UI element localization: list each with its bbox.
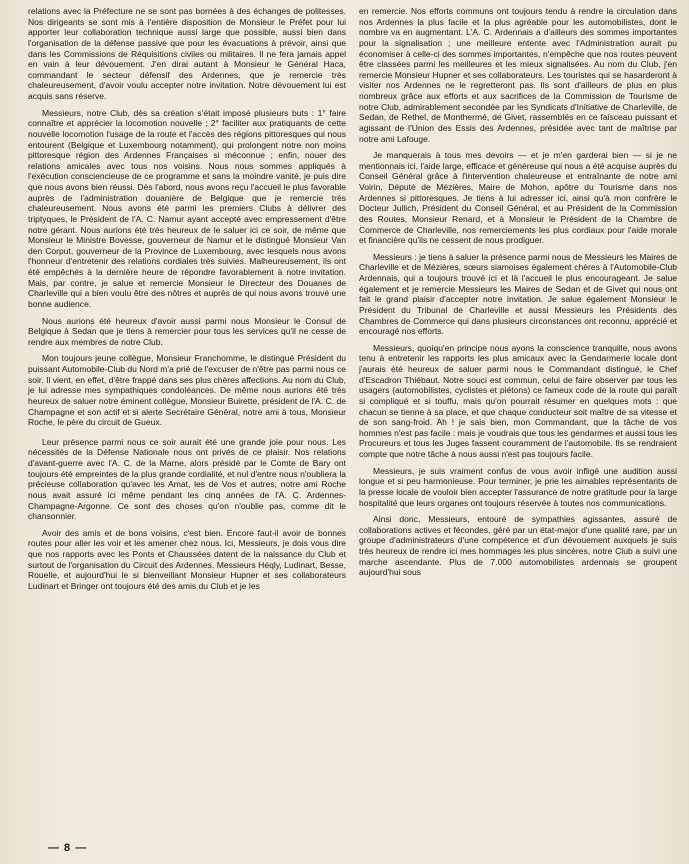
text-columns (28, 6, 677, 592)
paragraph: Nous aurions été heureux d'avoir aussi parmi nous Monsieur le Consul de Belgique à Sedan que je tiens à remercier pour tous les services qu'il ne cesse de rendre aux membres de notre Club. (28, 315, 346, 347)
paragraph: relations avec la Préfecture ne se sont pas bornées à des échanges de politesses. Nos dirigeants se sont mis à l'entière disposition de Monsieur le Préfet pour lui apporter leur collaboration technique aussi large que possible, aussi bien dans l'organisation de la défense passive que pour les évacuations à prévoir, ainsi que dans les Commissions de Réquisitions civiles ou militaires. Il ne fera jamais appel en vain à leur dévouement. J'en dirai autant à Monsieur le Général Haca, commandant le secteur défensif des Ardennes, que je remercie très chaleureusement, d'avoir voulu accepter notre invitation. Notre dévouement lui est acquis sans réserve. (28, 6, 346, 101)
right-column (359, 6, 677, 592)
paragraph: en remercie. Nos efforts communs ont toujours tendu à rendre la circulation dans nos Ardennes la plus facile et la plus agréable pour les automobilistes, dont le nombre va en augmentant. L'A. C. Ardennais a d'ailleurs des sommes importantes pour la signalisation ; une meilleure entente avec l'Administration aurait pu économiser à celle-ci des sommes importantes, n'empêche que nos routes peuvent être classées parmi les meilleures et les mieux signalisées. Au nom du Club, j'en remercie Monsieur Hupner et ses collaborateurs. Les touristes qui se hasarderont à visiter nos Ardennes ne le regretteront pas. Ils sont d'ailleurs de plus en plus nombreux grâce aux efforts et aux sacrifices de la Commission de Tourisme de notre Club, admirablement secondée par les Syndicats d'Initiative de Charleville, de Sedan, de Rethel, de Monthermé, de Givet, rassemblés en ce faisceau puissant et agissant de l'Union des Essis des Ardennes, présidée avec tant de maîtrise par notre ami Lafouge. (359, 6, 677, 144)
page-number: — 8 — (48, 842, 88, 854)
paragraph: Ainsi donc, Messieurs, entouré de sympathies agissantes, assuré de collaborations actives et fécondes, géré par un état-major d'une qualité rare, par un groupe d'administrateurs d'une compétence et d'un dévouement auxquels je suis très heureux de rendre ici mes hommages les plus sincères, notre Club a suivi une marche ascendante. Plus de 7.000 automobilistes ardennais se groupent aujourd'hui sous (359, 514, 677, 578)
paragraph: Messieurs, je suis vraiment confus de vous avoir infligé une audition aussi longue et si peu harmonieuse. Pour terminer, je prie les aimables représentants de la presse locale de vouloir bien accepter l'assurance de notre gratitude pour la large hospitalité que leurs organes ont toujours réservée à toutes nos communications. (359, 465, 677, 508)
left-column (28, 6, 346, 592)
paragraph: Je manquerais à tous mes devoirs — et je m'en garderai bien — si je ne mentionnais ici, l'aide large, efficace et généreuse qui nous a été acquise auprès du Conseil Général grâce à l'intervention chaleureuse et entraînante de notre ami Voirin, Député de Mézières, Maire de Mohon, apôtre du Tourisme dans nos Ardennes si pittoresques. Je tiens à lui adresser ici, ainsi qu'à mon confrère le Docteur Jullich, Président du Conseil Général, et au Président de la Commission des Routes, Monsieur Renard, et à Monsieur le Président de la Chambre de Commerce de Charleville, nos remerciements les plus cordiaux pour l'aide morale et financière qu'ils ne cessent de nous prodiguer. (359, 150, 677, 246)
paragraph: Messieurs, quoiqu'en principe nous ayons la conscience tranquille, nous avons tenu à entretenir les rapports les plus amicaux avec la Gendarmerie locale dont j'aurais été heureux de saluer parmi nous le Commandant distingué, le Chef d'Escadron Thiébaut. Notre souci est commun, celui de faire observer par tous les usagers (automobilistes, cyclistes et piétons) ce fameux code de la route qui paraît si compliqué et si touffu, mais qu'on pourrait résumer en quelques mots : que chacun se tienne à sa place, et que chaque conducteur soit maître de sa vitesse et de son sang-froid. Ah ! je sais bien, mon Commandant, que la tâche de vos hommes n'est pas facile : mais je voudrais que tous les gendarmes et aussi tous les Procureurs et tous les Juges fassent couramment de l'automobile. Ils se rendraient compte que notre tâche à nous aussi n'est pas toujours facile. (359, 342, 677, 459)
paragraph: Messieurs, notre Club, dès sa création s'était imposé plusieurs buts : 1° faire connaître et apprécier la locomotion nouvelle ; 2° faciliter aux pratiquants de cette nouvelle locomotion l'usage de la route et l'accès des régions pittoresques qui nous entourent (Belgique et Luxembourg notamment), qui prolongent notre non moins pittoresque région des Ardennes Françaises si méconnue ; enfin, nouer des relations amicales avec tous nos voisins. Nous nous sommes appliqués à l'exécution consciencieuse de ce programme et sans la moindre vanité, je puis dire que nous avons bien réussi. Dès l'abord, nous avons reçu l'accueil le plus favorable auprès de l'administration douanière de Belgique que je remercie très chaleureusement. Nous avons été parmi les premiers Clubs à délivrer des triptyques, le Président de l'A. C. Namur ayant accepté avec empressement d'être notre gérant. Nous aurions été très heureux de le saluer ici ce soir, de même que Monsieur le Ministre Bovesse, gouverneur de Namur et le distingué Monsieur Van den Corput, gouverneur de la Province de Luxembourg, avec lesquels nous avons l'honneur d'entretenir des relations cordiales très suivies. Malheureusement, ils ont été empêchés à la dernière heure de répondre favorablement à notre invitation. Mais, par contre, je salue et remercie Monsieur le Directeur des Douanes de Charleville qui a bien voulu être des nôtres et auprès de qui nous avons trouvé une bonne audience. (28, 107, 346, 309)
paragraph: Leur présence parmi nous ce soir aurait été une grande joie pour nous. Les nécessités de la Défense Nationale nous ont privés de ce plaisir. Nos relations d'avant-guerre avec l'A. C. de la Marne, alors présidé par le Comte de Bary ont toujours été empreintes de la plus grande cordialité, et nul d'entre nous n'oubliera la précieuse collaboration qu'avec les Amat, les de Vos et autres, notre ami Roche nous avait assuré ici même pendant les cinq années de l'A. C. Ardennes-Champagne-Argonne. Ce sont des choses qu'on n'oublie pas, comme dit le chansonnier. (28, 436, 346, 522)
paragraph: Avoir des amis et de bons voisins, c'est bien. Encore faut-il avoir de bonnes routes pour aller les voir et les amener chez nous. Ici, Messieurs, je dois vous dire que nos rapports avec les Ponts et Chaussées datent de la naissance du Club et surtout de l'organisation du Circuit des Ardennes. Messieurs Héqly, Ludinart, Besse, Rouelle, et aujourd'hui le si bienveillant Monsieur Hupner et ses collaborateurs Ludinart et Bringer ont toujours été des amis du Club et je les (28, 527, 346, 591)
paragraph: Mon toujours jeune collègue, Monsieur Franchomme, le distingué Président du puissant Automobile-Club du Nord m'a prié de l'excuser de n'être pas parmi nous ce soir. Il vient, en effet, d'être frappé dans ses plus chères affections. Au nom du Club, je lui adresse mes sympathiques condoléances. De même nous aurions été très heureux de saluer notre éminent collègue, Monsieur Buirette, président de l'A. C. de Champagne et son actif et si alerte Secrétaire Général, notre ami à tous, Monsieur Roche, le père du circuit de Gueux. (28, 353, 346, 428)
paragraph: Messieurs : je tiens à saluer la présence parmi nous de Messieurs les Maires de Charleville et de Mézières, sœurs siamoises également chères à l'Automobile-Club Ardennais, qui a toujours trouvé ici et là l'accueil le plus encourageant. Je salue également et je remercie Messieurs les Maires de Sedan et de Givet qui nous ont fait le grand plaisir d'accepter notre invitation. Je salue également Monsieur le Président du Tribunal de Charleville et aussi Messieurs les Présidents des Chambres de Commerce qui dans plusieurs circonstances ont reconnu, apprécié et encouragé nos efforts. (359, 251, 677, 337)
